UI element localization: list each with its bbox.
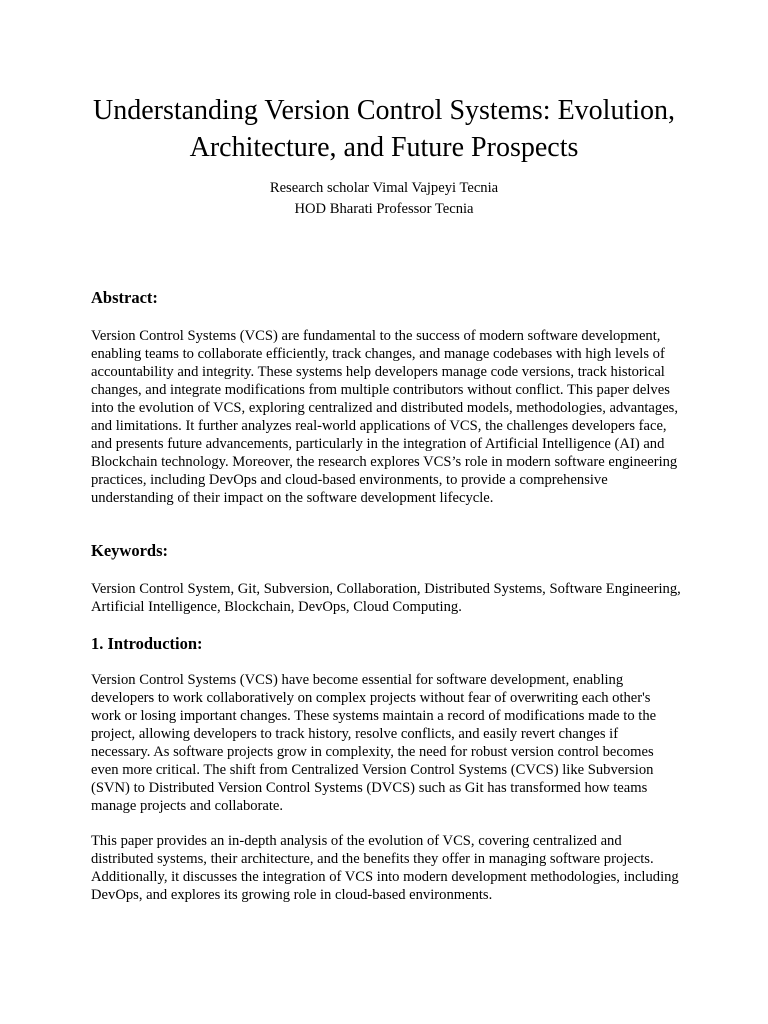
author-list [60, 178, 708, 220]
abstract-heading: Abstract: [91, 288, 158, 307]
introduction-heading: 1. Introduction: [91, 634, 203, 653]
introduction-paragraph: This paper provides an in-depth analysis of the evolution of VCS, covering centralized and distributed systems, their architecture, and the benefits they offer in managing software projects. Additionally, it discusses the integration of VCS into modern development methodologies, including DevOps, and explores its growing role in cloud-based environments. [91, 833, 679, 903]
abstract-text: Version Control Systems (VCS) are fundamental to the success of modern software development, enabling teams to collaborate efficiently, track changes, and manage codebases with high levels of accountability and integrity. These systems help developers manage code versions, track historical changes, and integrate modifications from multiple contributors without conflict. This paper delves into the evolution of VCS, exploring centralized and distributed models, methodologies, advantages, and limitations. It further analyzes real-world applications of VCS, the challenges developers face, and presents future advancements, particularly in the integration of Artificial Intelligence (AI) and Blockchain technology. Moreover, the research explores VCS’s role in modern software engineering practices, including DevOps and cloud-based environments, to provide a comprehensive understanding of their impact on the software development lifecycle. [91, 328, 679, 506]
author-line: HOD Bharati Professor Tecnia [294, 201, 474, 217]
keywords-text: Version Control System, Git, Subversion, Collaboration, Distributed Systems, Software Engineering, Artificial Intelligence, Blockchain, DevOps, Cloud Computing. [91, 581, 681, 615]
paper-title: Understanding Version Control Systems: Evolution, Architecture, and Future Prospects [92, 95, 676, 163]
introduction-paragraph: Version Control Systems (VCS) have become essential for software development, enabling developers to work collaboratively on complex projects without fear of overwriting each other's work or losing important changes. These systems maintain a record of modifications made to the project, allowing developers to track history, resolve conflicts, and easily revert changes if necessary. As software projects grow in complexity, the need for robust version control becomes even more critical. The shift from Centralized Version Control Systems (CVCS) like Subversion (SVN) to Distributed Version Control Systems (DVCS) such as Git has transformed how teams manage projects and collaborate. [91, 672, 657, 814]
author-line: Research scholar Vimal Vajpeyi Tecnia [269, 180, 499, 196]
keywords-heading: Keywords: [91, 541, 168, 560]
